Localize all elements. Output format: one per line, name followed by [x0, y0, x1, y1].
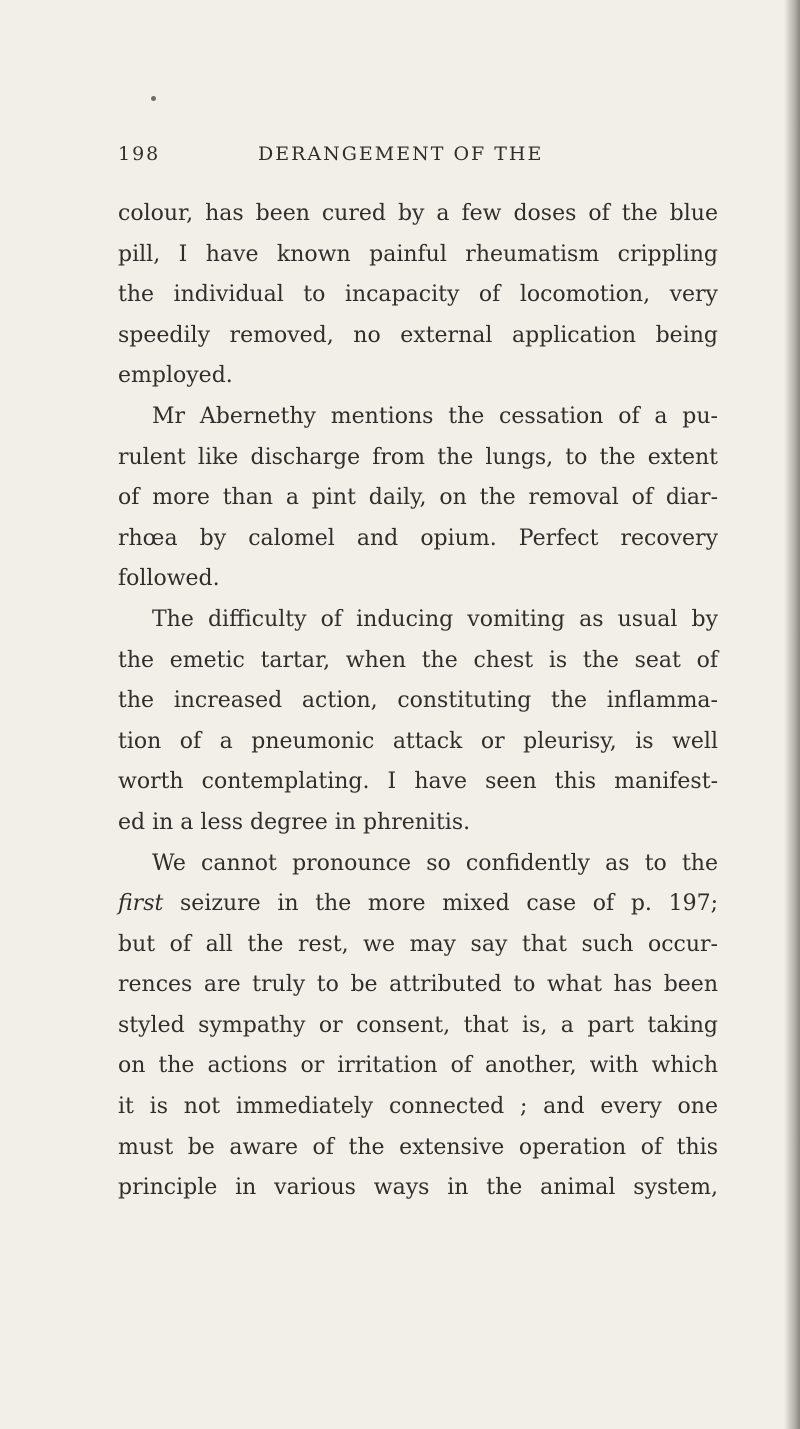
text-line: the emetic tartar, when the chest is the seat of — [118, 647, 718, 673]
text-line: Mr Abernethy mentions the cessation of a pu- — [152, 403, 718, 429]
page-number: 198 — [118, 143, 161, 165]
text-line-rest: seizure in the more mixed case of p. 197; — [180, 891, 718, 917]
text-line: the increased action, constituting the inflamma- — [118, 688, 718, 714]
running-title: DERANGEMENT OF THE — [258, 143, 544, 165]
text-line — [118, 884, 718, 925]
text-line: pill, I have known painful rheumatism crippling — [118, 241, 718, 267]
text-line: worth contemplating. I have seen this manifest- — [118, 769, 718, 795]
text-line: rences are truly to be attributed to what has been — [118, 972, 718, 998]
text-line: of more than a pint daily, on the removal of diar- — [118, 485, 718, 511]
running-head — [118, 143, 718, 173]
text-line: but of all the rest, we may say that such occur- — [118, 931, 718, 957]
text-line: the individual to incapacity of locomotion, very — [118, 282, 718, 308]
text-line: speedily removed, no external application being — [118, 322, 718, 348]
text-line: rhœa by calomel and opium. Perfect recovery — [118, 525, 718, 551]
text-line: must be aware of the extensive operation of this — [118, 1134, 718, 1160]
text-line: tion of a pneumonic attack or pleurisy, is well — [118, 728, 718, 754]
page-edge-shadow — [784, 0, 800, 1429]
text-line: it is not immediately connected ; and every one — [118, 1094, 718, 1120]
text-line: styled sympathy or consent, that is, a part taking — [118, 1012, 718, 1038]
body-text — [118, 194, 718, 1209]
text-line: The difficulty of inducing vomiting as usual by — [152, 606, 718, 632]
printer-mark — [151, 96, 156, 101]
text-line: on the actions or irritation of another, with which — [118, 1053, 718, 1079]
text-line: We cannot pronounce so confidently as to the — [152, 850, 718, 876]
text-line: colour, has been cured by a few doses of the blue — [118, 201, 718, 226]
text-line: ed in a less degree in phrenitis. — [118, 809, 471, 835]
text-line: principle in various ways in the animal system, — [118, 1175, 718, 1201]
text-line: employed. — [118, 363, 233, 389]
italic-word: first — [118, 891, 164, 917]
text-line: followed. — [118, 566, 220, 592]
text-line: rulent like discharge from the lungs, to the extent — [118, 444, 718, 470]
